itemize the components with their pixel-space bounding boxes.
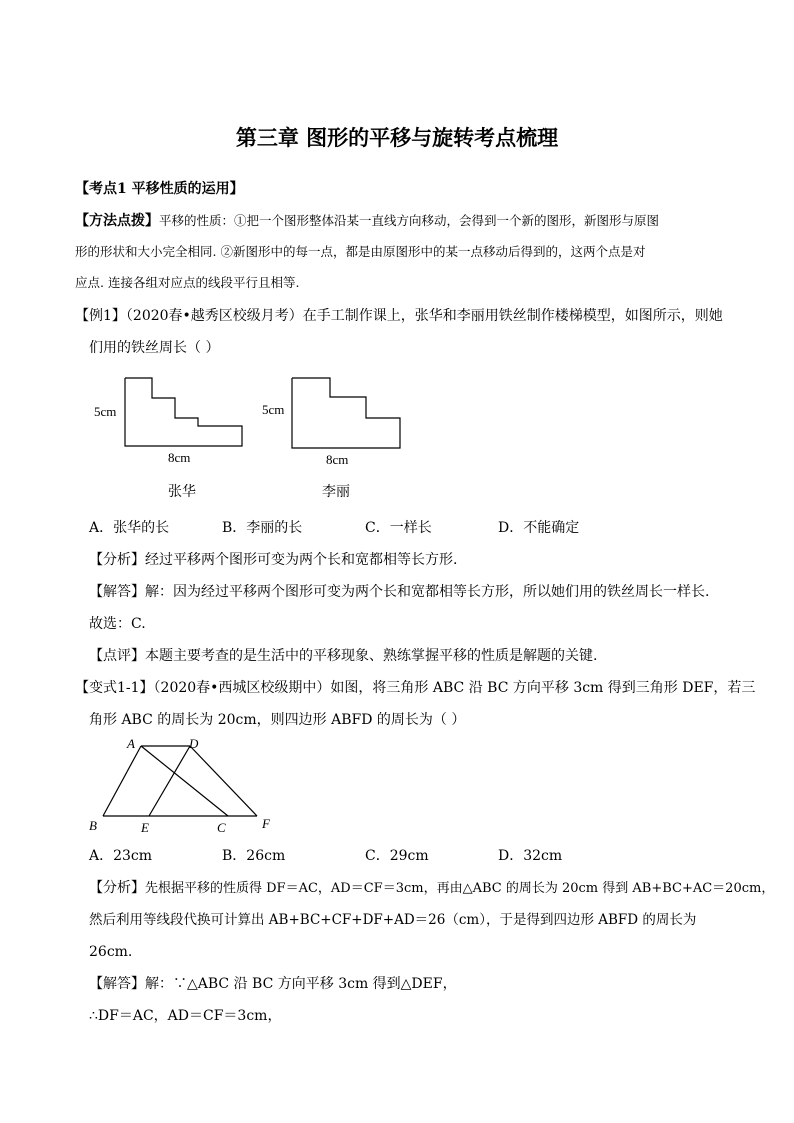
- variant11-line-1: [75, 680, 755, 696]
- variant11-option-d: D．32cm: [498, 848, 563, 864]
- method-text-1: 平移的性质：①把一个图形整体沿某一直线方向移动，会得到一个新的图形，新图形与原图: [159, 213, 660, 228]
- example1-line-2: 们用的铁丝周长（ ）: [89, 340, 220, 356]
- analysis-label: 【分析】: [89, 552, 145, 568]
- variant11-answer-text-1: 解：∵△ABC 沿 BC 方向平移 3cm 得到△DEF，: [145, 976, 457, 992]
- variant11-line-2: 角形 ABC 的周长为 20cm，则四边形 ABFD 的周长为（ ）: [89, 712, 466, 728]
- method-line-3: 应点. 连接各组对应点的线段平行且相等.: [75, 275, 300, 290]
- comment-label: 【点评】: [89, 648, 145, 664]
- example1-option-d: D．不能确定: [498, 520, 580, 536]
- figure-name-right: 李丽: [322, 485, 350, 500]
- height-label-left: 5cm: [94, 404, 117, 419]
- method-label: 【方法点拨】: [75, 213, 159, 229]
- answer-label: 【解答】: [89, 584, 145, 600]
- variant11-analysis-text-1: 先根据平移的性质得 DF＝AC，AD＝CF＝3cm，再由△ABC 的周长为 20cm 得到 AB+BC+AC＝20cm，: [145, 881, 775, 896]
- variant11-label: 【变式1-1】: [75, 680, 154, 696]
- figure-name-left: 张华: [168, 485, 196, 500]
- variant11-option-b: B．26cm: [222, 848, 286, 864]
- method-line-1: [75, 213, 659, 229]
- variant11-analysis-line-1: [89, 880, 774, 897]
- point-label-d: D: [189, 736, 199, 751]
- point-label-f: F: [262, 816, 270, 831]
- width-label-left: 8cm: [168, 450, 191, 465]
- section-heading-kaodian1: 【考点1 平移性质的运用】: [75, 181, 244, 197]
- height-label-right: 5cm: [262, 402, 285, 417]
- example1-comment: [89, 648, 597, 664]
- staircase-shape-lili: [292, 378, 400, 448]
- segment-df: [190, 746, 257, 816]
- comment-text: 本题主要考查的是生活中的平移现象、熟练掌握平移的性质是解题的关键.: [145, 648, 598, 664]
- point-label-e: E: [141, 820, 149, 835]
- variant11-option-a: A．23cm: [89, 848, 153, 864]
- example1-label: 【例1】: [75, 308, 126, 324]
- variant11-analysis-line-3: 26cm.: [89, 944, 133, 960]
- staircase-figures: [90, 368, 420, 503]
- example1-option-b: B．李丽的长: [222, 520, 303, 536]
- variant11-answer-line-1: [89, 976, 457, 992]
- variant11-analysis-line-2: 然后利用等线段代换可计算出 AB+BC+CF+DF+AD＝26（cm），于是得到四边形 ABFD 的周长为: [89, 912, 697, 928]
- example1-option-a: A．张华的长: [89, 520, 170, 536]
- point-label-b: B: [89, 818, 97, 833]
- example1-choice: 故选：C.: [89, 616, 146, 632]
- page-title: 第三章 图形的平移与旋转考点梳理: [235, 126, 559, 150]
- width-label-right: 8cm: [326, 452, 349, 467]
- triangle-translation-figure: [85, 734, 285, 836]
- method-line-2: 形的形状和大小完全相同. ②新图形中的每一点，都是由原图形中的某一点移动后得到的，这两个点是对: [75, 244, 646, 259]
- variant11-answer-line-2: ∴DF＝AC，AD＝CF＝3cm，: [89, 1008, 282, 1024]
- segment-ab: [103, 746, 141, 816]
- variant11-answer-label: 【解答】: [89, 976, 145, 992]
- analysis-text: 经过平移两个图形可变为两个长和宽都相等长方形.: [145, 552, 458, 568]
- example1-analysis: [89, 552, 457, 568]
- point-label-a: A: [127, 736, 135, 751]
- staircase-shape-zhanghua: [125, 378, 242, 446]
- answer-text: 解：因为经过平移两个图形可变为两个长和宽都相等长方形，所以她们用的铁丝周长一样长.: [145, 584, 710, 600]
- example1-text-1: （2020春•越秀区校级月考）在手工制作课上，张华和李丽用铁丝制作楼梯模型，如图所示，则她: [125, 308, 723, 324]
- point-label-c: C: [217, 820, 226, 835]
- example1-line-1: [75, 308, 723, 324]
- example1-option-c: C．一样长: [365, 520, 432, 536]
- example1-answer: [89, 584, 709, 600]
- variant11-option-c: C．29cm: [365, 848, 429, 864]
- variant11-analysis-label: 【分析】: [89, 880, 145, 896]
- variant11-text-1: （2020春•西城区校级期中）如图，将三角形 ABC 沿 BC 方向平移 3cm 得到三角形 DEF，若三: [153, 680, 756, 696]
